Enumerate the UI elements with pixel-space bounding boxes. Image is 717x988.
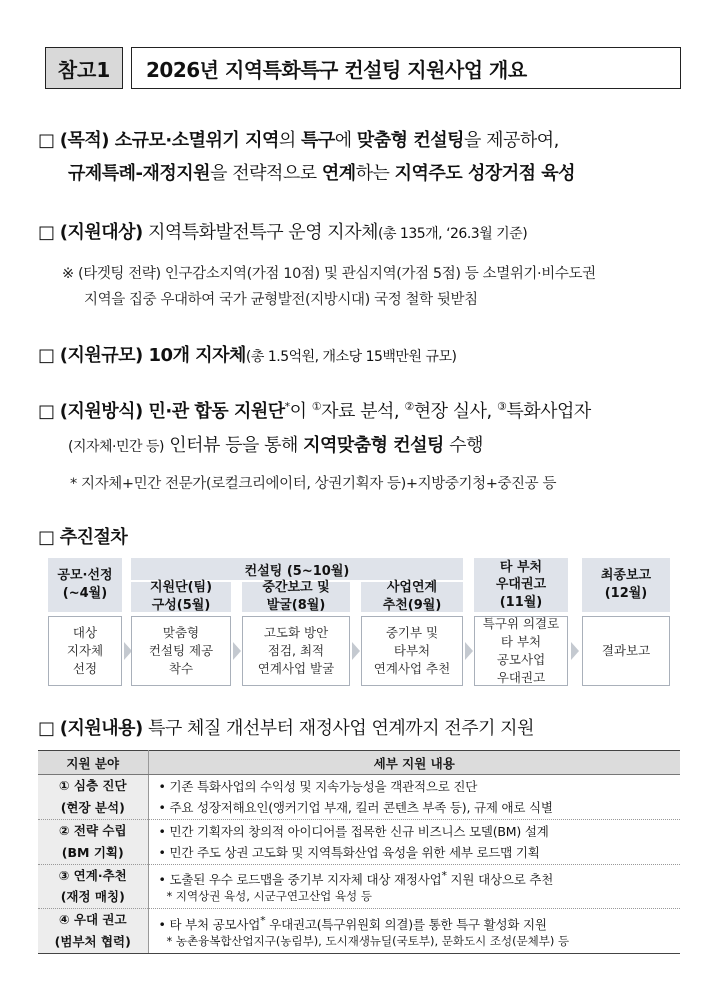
purpose-text: 하는	[355, 163, 395, 184]
checkbox-square-icon: □	[38, 718, 55, 739]
scale-note: (총 1.5억원, 개소당 15백만원 규모)	[245, 349, 457, 365]
target-line	[38, 218, 527, 244]
table-category-cell	[38, 864, 148, 909]
process-step-body: 맞춤형 컨설팅 제공 착수	[131, 616, 231, 686]
process-step-body: 특구위 의결로 타 부처 공모사업 우대권고	[474, 616, 568, 686]
table-row	[38, 864, 680, 909]
process-step-title: 사업연계	[386, 580, 438, 596]
procedure-label: 추진절차	[59, 527, 128, 548]
purpose-text: 을 전략적으로	[210, 163, 322, 184]
target-text: 지역특화발전특구 운영 지자체	[142, 222, 378, 243]
purpose-text: 규제특례-재정지원	[68, 163, 211, 184]
checkbox-square-icon: □	[38, 401, 55, 422]
target-label: (지원대상)	[59, 222, 143, 243]
content-text: 특구 체질 개선부터 재정사업 연계까지 전주기 지원	[142, 718, 534, 739]
method-note: * 지자체+민간 전문가(로컬크리에이터, 상권기획자 등)+지방중기청+중진공 등	[70, 476, 557, 492]
table-header-cell: 지원 분야	[38, 751, 148, 775]
table-detail-cell	[148, 864, 680, 909]
checkbox-square-icon: □	[38, 527, 55, 548]
detail-text: 우대권고(특구위원회 의결)를 통한 특구 활성화 지원	[265, 917, 547, 933]
chevron-right-icon	[571, 642, 579, 660]
method-text: 지역맞춤형 컨설팅	[303, 435, 444, 456]
circled-number: ②	[404, 400, 414, 413]
process-step-title: 공모·선정	[57, 568, 113, 584]
chevron-right-icon	[465, 642, 473, 660]
detail-note: * 농촌융복합산업지구(농림부), 도시재생뉴딜(국토부), 문화도시 조성(문체부) 등	[166, 934, 570, 949]
detail-text: • 타 부처 공모사업	[158, 917, 261, 933]
table-category-cell	[38, 909, 148, 954]
purpose-line-2	[68, 159, 575, 185]
circled-number: ①	[311, 400, 322, 413]
process-step-body: 대상 지자체 선정	[48, 616, 122, 686]
process-step-period: 발굴(8월)	[266, 598, 326, 613]
method-text: 현장 실사,	[413, 401, 497, 422]
purpose-text: 맞춤형 컨설팅	[356, 130, 464, 151]
method-text: 특화사업자	[506, 401, 591, 422]
content-line	[38, 714, 534, 740]
table-header-cell: 세부 지원 내용	[148, 751, 680, 775]
table-detail-cell	[148, 819, 680, 864]
category-subtitle: (범부처 협력)	[54, 934, 131, 950]
checkbox-square-icon: □	[38, 222, 55, 243]
purpose-text: 에	[334, 130, 357, 151]
category-title: ② 전략 수립	[58, 822, 127, 838]
scale-line	[38, 341, 456, 367]
scale-label: (지원규모)	[59, 345, 143, 366]
process-step-body: 결과보고	[582, 616, 670, 686]
procedure-heading	[38, 523, 127, 549]
purpose-text: 소규모·소멸위기 지역	[108, 130, 279, 151]
method-text: 자료 분석,	[321, 401, 405, 422]
detail-text: 지원 대상으로 추천	[446, 872, 554, 888]
method-line-2	[68, 431, 483, 457]
detail-item	[159, 865, 681, 886]
process-step-title: 중간보고 및	[262, 580, 330, 596]
method-label: (지원방식)	[59, 401, 143, 422]
footnote-mark: *	[441, 869, 447, 883]
process-step-period: 추천(9월)	[382, 598, 442, 613]
purpose-text: 지역주도 성장거점 육성	[394, 163, 576, 184]
chevron-right-icon	[352, 642, 360, 660]
circled-number: ③	[496, 400, 507, 413]
scale-text: 10개 지자체	[142, 345, 246, 366]
process-step-body: 중기부 및 타부처 연계사업 추천	[361, 616, 463, 686]
method-text: (지자체·민간 등)	[68, 439, 164, 455]
method-line-1	[38, 397, 591, 423]
purpose-text: 연계	[321, 163, 356, 184]
table-row	[38, 819, 680, 864]
purpose-text: 특구	[300, 130, 335, 151]
reference-tag: 참고1	[45, 47, 123, 89]
table-row	[38, 909, 680, 954]
process-step-title: 타 부처	[499, 559, 543, 575]
purpose-label: (목적)	[59, 130, 109, 151]
checkbox-square-icon: □	[38, 130, 55, 151]
checkbox-square-icon: □	[38, 345, 55, 366]
category-subtitle: (현장 분석)	[60, 799, 125, 815]
process-step-header	[242, 582, 350, 612]
detail-note: * 지역상권 육성, 시군구연고산업 육성 등	[166, 889, 372, 904]
method-text: 수행	[443, 435, 483, 456]
purpose-text: 을 제공하여,	[464, 130, 559, 151]
detail-item: • 민간 주도 상권 고도화 및 지역특화산업 육성을 위한 세부 로드맵 기획	[158, 844, 540, 860]
process-step-period: (12월)	[604, 586, 648, 601]
process-group-header: 컨설팅 (5~10월)	[131, 558, 463, 580]
footnote-mark: *	[284, 400, 290, 413]
detail-text: • 도출된 우수 로드맵을 중기부 지자체 대상 재정사업	[158, 872, 442, 888]
table-category-cell	[38, 775, 148, 820]
table-category-cell	[38, 819, 148, 864]
process-step-period: (~4월)	[62, 586, 108, 601]
category-subtitle: (재정 매칭)	[60, 889, 125, 905]
process-step-header	[131, 582, 231, 612]
target-note: (총 135개, ‘26.3월 기준)	[377, 226, 528, 242]
process-step-period: 구성(5월)	[151, 598, 211, 613]
footnote-mark: *	[260, 914, 266, 928]
process-step-body: 고도화 방안 점검, 최적 연계사업 발굴	[242, 616, 350, 686]
category-title: ① 심층 진단	[58, 778, 127, 793]
detail-item: • 기존 특화사업의 수익성 및 지속가능성을 객관적으로 진단	[158, 778, 478, 794]
process-step-period: (11월)	[499, 594, 543, 610]
table-header-row	[38, 751, 680, 775]
content-label: (지원내용)	[59, 718, 143, 739]
purpose-line-1	[38, 126, 559, 152]
process-step-header	[582, 558, 670, 612]
method-text: 이	[289, 401, 312, 422]
page-title: 2026년 지역특화특구 컨설팅 지원사업 개요	[131, 47, 681, 89]
target-note-1: ※ (타겟팅 전략) 인구감소지역(가점 10점) 및 관심지역(가점 5점) 등 소멸위기·비수도권	[62, 266, 596, 282]
table-detail-cell	[148, 909, 680, 954]
method-text: 인터뷰 등을 통해	[163, 435, 304, 456]
chevron-right-icon	[233, 642, 241, 660]
category-title: ④ 우대 권고	[58, 912, 127, 928]
process-step-title: 최종보고	[600, 568, 652, 584]
category-subtitle: (BM 기획)	[61, 844, 124, 860]
detail-item: • 주요 성장저해요인(앵커기업 부재, 킬러 콘텐츠 부족 등), 규제 애로 식별	[158, 799, 553, 815]
process-step-title: 지원단(팀)	[149, 580, 213, 596]
method-text: 민·관 합동 지원단	[142, 401, 285, 422]
target-note-2: 지역을 집중 우대하여 국가 균형발전(지방시대) 국정 철학 뒷받침	[84, 292, 478, 308]
support-table	[38, 750, 680, 954]
table-detail-cell	[148, 775, 680, 820]
detail-item	[159, 910, 681, 931]
purpose-text: 의	[278, 130, 301, 151]
table-row	[38, 775, 680, 820]
process-step-header	[361, 582, 463, 612]
process-step-header	[48, 558, 122, 612]
process-step-header	[474, 558, 568, 612]
category-title: ③ 연계·추천	[58, 867, 127, 883]
detail-item: • 민간 기획자의 창의적 아이디어를 접목한 신규 비즈니스 모델(BM) 설계	[158, 823, 549, 839]
process-step-title: 우대권고	[495, 577, 547, 593]
